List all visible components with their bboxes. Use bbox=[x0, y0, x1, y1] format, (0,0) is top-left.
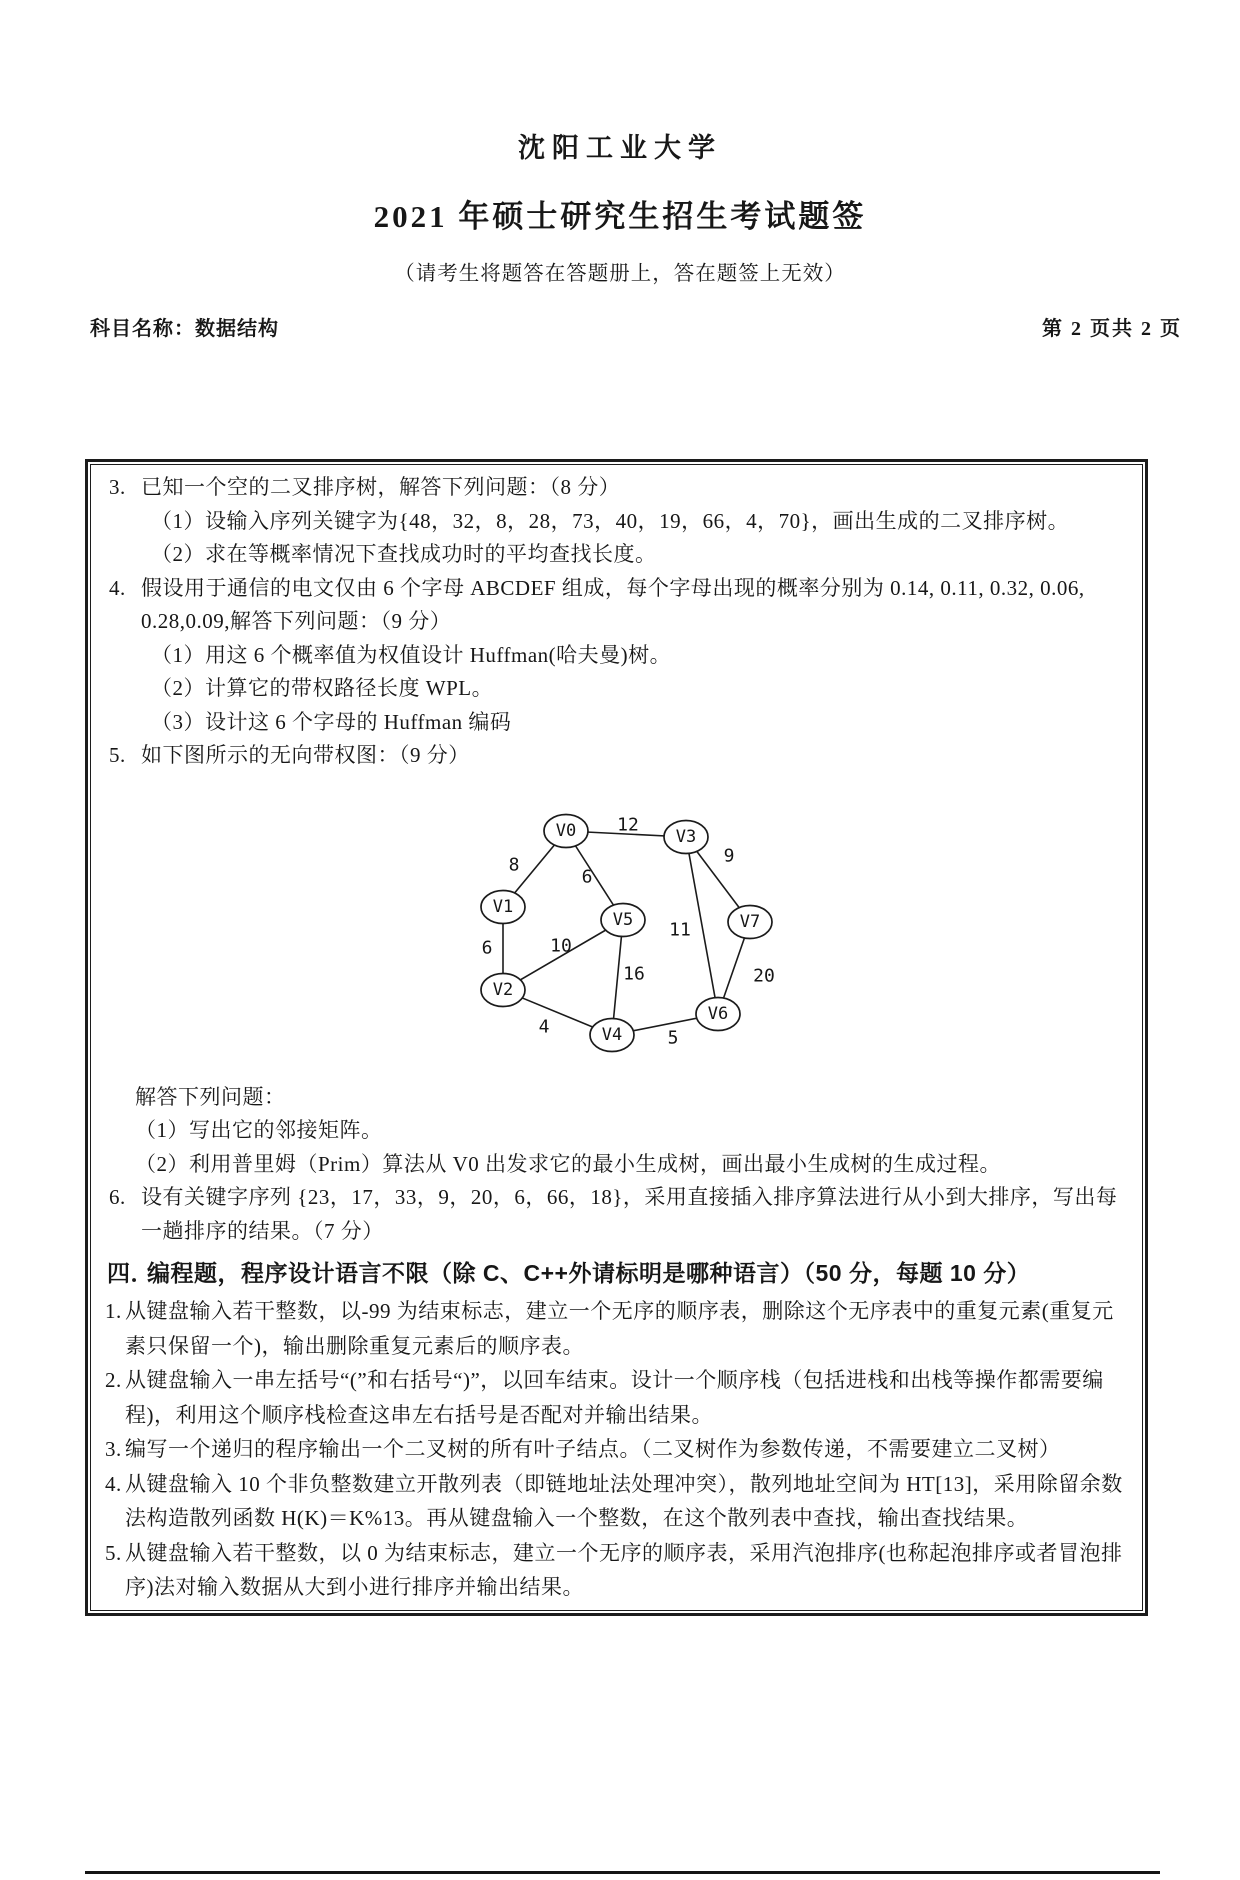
question-subitem bbox=[103, 538, 1128, 572]
question-text: （3）设计这 6 个字母的 Huffman 编码 bbox=[151, 709, 512, 734]
questions-bottom bbox=[103, 1081, 1128, 1605]
subject-row bbox=[90, 312, 1182, 341]
question-text: 假设用于通信的电文仅由 6 个字母 ABCDEF 组成，每个字母出现的概率分别为 0.14, 0.11, 0.32, 0.06, 0.28,0.09,解答下列问题：（9 分） bbox=[141, 575, 1085, 633]
questions-top bbox=[103, 471, 1128, 773]
question-subitem bbox=[103, 672, 1128, 706]
graph-edge-weight-V5-V4: 16 bbox=[623, 963, 645, 984]
question-item bbox=[103, 1467, 1128, 1536]
question-text: 从键盘输入一串左括号“(”和右括号“)”，以回车结束。设计一个顺序栈（包括进栈和出栈等操作都需要编程)，利用这个顺序栈检查这串左右括号是否配对并输出结果。 bbox=[125, 1368, 1104, 1427]
graph-edge-weight-V0-V5: 6 bbox=[581, 866, 593, 887]
question-number: 1. bbox=[105, 1299, 122, 1323]
graph-node-label-V5: V5 bbox=[612, 909, 634, 930]
question-item bbox=[103, 1181, 1128, 1248]
university-name: 沈阳工业大学 bbox=[518, 133, 722, 163]
question-subitem bbox=[103, 1114, 1128, 1148]
question-text: （2）计算它的带权路径长度 WPL。 bbox=[151, 676, 494, 700]
question-text: 解答下列问题： bbox=[135, 1084, 286, 1109]
question-subitem bbox=[103, 706, 1128, 740]
question-item bbox=[103, 739, 1128, 773]
graph-edge-weight-V2-V4: 4 bbox=[538, 1016, 550, 1037]
graph-node-label-V6: V6 bbox=[707, 1003, 729, 1024]
graph-node-label-V2: V2 bbox=[492, 979, 514, 1000]
question-text: （1）写出它的邻接矩阵。 bbox=[135, 1118, 383, 1142]
graph-edge-weight-V4-V6: 5 bbox=[667, 1027, 679, 1048]
question-number: 四． bbox=[107, 1260, 154, 1286]
subject-name: 科目名称：数据结构 bbox=[90, 318, 279, 340]
question-subitem bbox=[103, 639, 1128, 673]
graph-node-label-V3: V3 bbox=[675, 826, 697, 847]
weighted-graph-svg bbox=[103, 789, 1133, 1077]
question-subitem bbox=[103, 505, 1128, 539]
question-item bbox=[103, 1252, 1128, 1294]
graph-edge-weight-V0-V1: 8 bbox=[508, 854, 520, 875]
question-item bbox=[103, 572, 1128, 639]
question-number: 4. bbox=[105, 1471, 122, 1496]
question-box-inner bbox=[90, 464, 1143, 1611]
graph-edge-weight-V2-V5: 10 bbox=[550, 935, 572, 956]
page-bottom-rule bbox=[85, 1871, 1160, 1874]
exam-title: 2021 年硕士研究生招生考试题签 bbox=[373, 199, 867, 234]
graph-node-label-V4: V4 bbox=[601, 1024, 623, 1045]
question-text: （1）设输入序列关键字为{48，32，8，28，73，40，19，66，4，70}，画出生成的二叉排序树。 bbox=[151, 508, 1070, 533]
graph-edge-weight-V3-V6: 11 bbox=[669, 919, 691, 940]
question-text: 已知一个空的二叉排序树，解答下列问题：（8 分） bbox=[141, 475, 621, 499]
question-number: 5. bbox=[105, 1540, 122, 1565]
page-number: 第 2 页共 2 页 bbox=[1042, 318, 1182, 340]
graph-node-label-V7: V7 bbox=[739, 911, 761, 932]
question-text: （2）求在等概率情况下查找成功时的平均查找长度。 bbox=[151, 542, 657, 566]
question-text: 编程题，程序设计语言不限（除 C、C++外请标明是哪种语言）（50 分，每题 10 分） bbox=[147, 1260, 1031, 1286]
question-item bbox=[103, 1294, 1128, 1363]
weighted-graph-figure bbox=[103, 789, 1128, 1077]
question-box bbox=[85, 459, 1148, 1616]
question-subitem bbox=[103, 1148, 1128, 1182]
graph-node-label-V0: V0 bbox=[555, 820, 577, 841]
exam-notice: （请考生将题答在答题册上，答在题签上无效） bbox=[394, 263, 846, 285]
graph-edge-weight-V3-V7: 9 bbox=[723, 845, 735, 866]
question-text: 从键盘输入若干整数，以 0 为结束标志，建立一个无序的顺序表，采用汽泡排序(也称起泡排序或者冒泡排序)法对输入数据从大到小进行排序并输出结果。 bbox=[125, 1540, 1123, 1599]
question-text: 从键盘输入 10 个非负整数建立开散列表（即链地址法处理冲突），散列地址空间为 HT[13]，采用除留余数法构造散列函数 H(K)＝K%13。再从键盘输入一个整数，在这个散列表中查找，输出查找结果。 bbox=[125, 1471, 1123, 1530]
question-text: 如下图所示的无向带权图：（9 分） bbox=[141, 743, 470, 767]
question-number: 2. bbox=[105, 1368, 122, 1392]
question-text: 设有关键字序列 {23，17，33，9，20，6，66，18}，采用直接插入排序算法进行从小到大排序，写出每一趟排序的结果。（7 分） bbox=[141, 1185, 1118, 1243]
question-text: 从键盘输入若干整数，以-99 为结束标志，建立一个无序的顺序表，删除这个无序表中的重复元素(重复元素只保留一个)，输出删除重复元素后的顺序表。 bbox=[125, 1299, 1114, 1358]
graph-edge-weight-V1-V2: 6 bbox=[481, 937, 493, 958]
question-number: 3. bbox=[105, 1437, 122, 1461]
question-number: 6. bbox=[109, 1185, 126, 1209]
question-text: （1）用这 6 个概率值为权值设计 Huffman(哈夫曼)树。 bbox=[151, 642, 672, 667]
question-number: 4. bbox=[109, 575, 126, 600]
question-item bbox=[103, 1536, 1128, 1605]
graph-edge-weight-V0-V3: 12 bbox=[617, 814, 639, 835]
question-text: （2）利用普里姆（Prim）算法从 V0 出发求它的最小生成树，画出最小生成树的生成过程。 bbox=[135, 1151, 1002, 1176]
question-item bbox=[103, 1432, 1128, 1467]
question-text: 编写一个递归的程序输出一个二叉树的所有叶子结点。（二叉树作为参数传递，不需要建立二叉树） bbox=[125, 1437, 1061, 1461]
question-item bbox=[103, 471, 1128, 505]
graph-edge-weight-V7-V6: 20 bbox=[753, 965, 775, 986]
question-number: 5. bbox=[109, 743, 126, 767]
question-number: 3. bbox=[109, 475, 126, 499]
question-subitem bbox=[103, 1081, 1128, 1115]
question-item bbox=[103, 1363, 1128, 1432]
graph-node-label-V1: V1 bbox=[492, 896, 514, 917]
